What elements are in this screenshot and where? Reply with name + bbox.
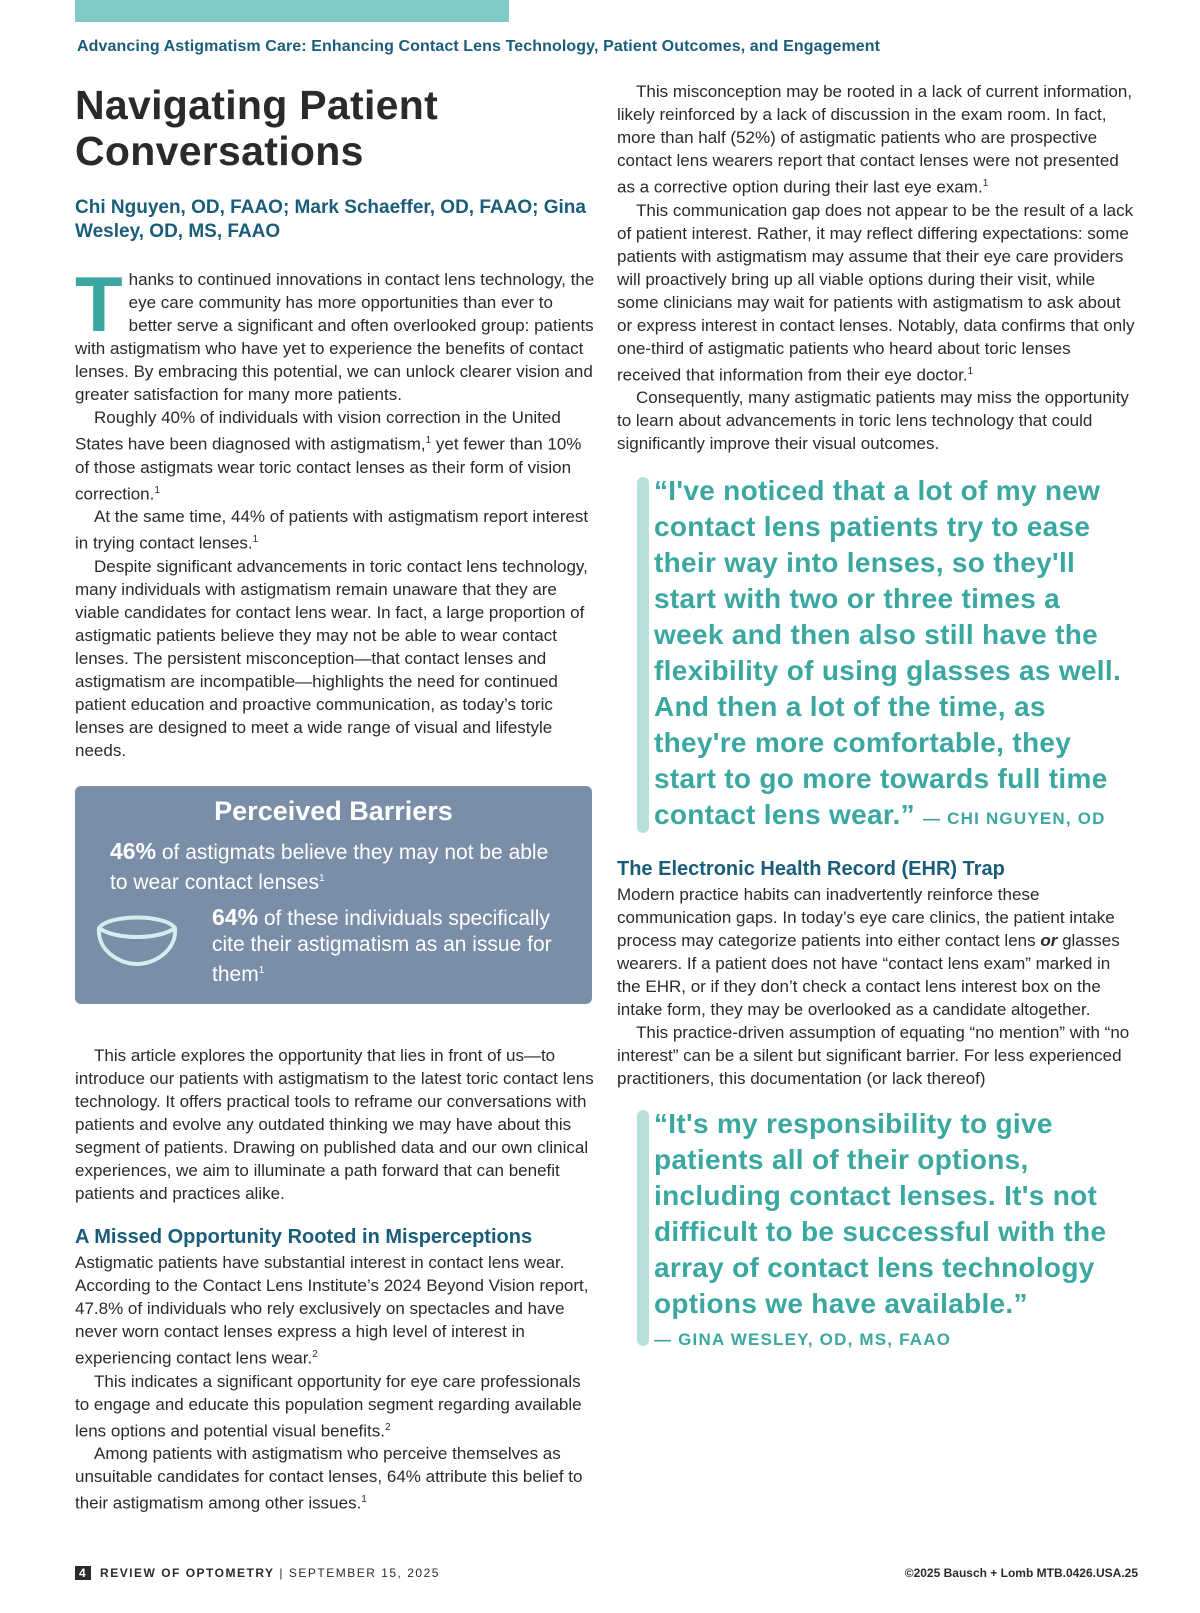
article-authors: Chi Nguyen, OD, FAAO; Mark Schaeffer, OD, FAAO; Gina Wesley, OD, MS, FAAO bbox=[75, 197, 586, 242]
paragraph: This practice-driven assumption of equating “no mention” with “no interest” can be a silent but significant barrier. For less experienced practitioners, this documentation (or lack thereof) bbox=[617, 1023, 1130, 1089]
drop-cap: T bbox=[75, 260, 123, 348]
barrier-stat-46: 46% of astigmats believe they may not be able to wear contact lenses$^1$ bbox=[110, 837, 549, 894]
supertitle: Advancing Astigmatism Care: Enhancing Contact Lens Technology, Patient Outcomes, and Engagement bbox=[77, 38, 881, 55]
intro-paragraph: Thanks to continued innovations in contact lens technology, the eye care community has more opportunities than ever to better serve a significant and often overlooked group: patients with astigmatism who have yet to experience the benefits of contact lenses. By embracing this potential, we can unlock clearer vision and greater satisfaction for many more patients. bbox=[75, 260, 595, 404]
section-missed-opportunity bbox=[75, 1251, 595, 1515]
contact-lens-icon bbox=[95, 910, 179, 968]
paragraph: Modern practice habits can inadvertently reinforce these communication gaps. In today’s eye care clinics, the patient intake process may categorize patients into either contact lens or glasses wearers. If a patient does not have “contact lens exam” marked in the EHR, or if they don’t check a contact lens interest box on the intake form, they may be overlooked as a candidate altogether. bbox=[617, 885, 1120, 1020]
section-ehr-trap bbox=[617, 883, 1137, 1090]
paragraph: Among patients with astigmatism who perceive themselves as unsuitable candidates for contact lenses, 64% attribute this belief to their astigmatism among other issues.$^1$ bbox=[75, 1444, 583, 1513]
paragraph: This communication gap does not appear to be the result of a lack of patient interest. Rather, it may reflect differing expectations: some patients with astigmatism may assume that their eye care providers will proactively bring up all viable options during their visit, while some clinicians may wait for patients with astigmatism to ask about or express interest in contact lenses. Notably, data confirms that only one-third of astigmatic patients who heard about toric lenses received that information from their eye doctor.$^1$ bbox=[617, 200, 1135, 385]
quote-bar bbox=[637, 477, 649, 833]
publication-name: REVIEW OF OPTOMETRY bbox=[100, 1566, 275, 1580]
barrier-stat-64: 64% of these individuals specifically cite their astigmatism as an issue for them$^1$ bbox=[212, 903, 552, 986]
paragraph: This indicates a significant opportunity for eye care professionals to engage and educate this population segment regarding available lens options and potential visual benefits.$^2$ bbox=[75, 1371, 582, 1441]
quote-bar bbox=[637, 1110, 649, 1346]
footer-separator: | bbox=[279, 1566, 285, 1580]
quote-text: “I've noticed that a lot of my new contact lens patients try to ease their way into lenses, so they'll start with two or three times a week and then also still have the flexibility of using glasses as well. And then a lot of the time, as they're more comfortable, they start to go more towards full time contact lens wear.” — CHI NGUYEN, OD bbox=[654, 475, 1122, 831]
quote-attribution: — CHI NGUYEN, OD bbox=[923, 809, 1106, 829]
quote-text: “It's my responsibility to give patients all of their options, including contact lenses. It's not difficult to be successful with the array of contact lens technology options we have available.” bbox=[654, 1108, 1107, 1320]
paragraph: Roughly 40% of individuals with vision correction in the United States have been diagnosed with astigmatism,$^1$ yet fewer than 10% of those astigmats wear toric contact lenses as their form of vision correction.$^1$ bbox=[75, 408, 582, 504]
paragraph: This misconception may be rooted in a lack of current information, likely reinforced by a lack of discussion in the exam room. In fact, more than half (52%) of astigmatic patients who are prospective contact lens wearers report that contact lenses were not presented as a corrective option during their last eye exam.$^1$ bbox=[617, 82, 1133, 197]
paragraph: This article explores the opportunity that lies in front of us—to introduce our patients with astigmatism to the latest toric contact lens technology. It offers practical tools to reframe our conversations with patients and evolve any outdated thinking we may have about this segment of patients. Drawing on published data and our own clinical experiences, we aim to illuminate a path forward that can benefit patients and practices alike. bbox=[75, 1045, 594, 1203]
page-number: 4 bbox=[75, 1566, 91, 1580]
barriers-title: Perceived Barriers bbox=[214, 795, 453, 826]
article-overview bbox=[75, 1044, 595, 1205]
footer-copyright: ©2025 Bausch + Lomb MTB.0426.USA.25 bbox=[904, 1566, 1138, 1580]
paragraph: At the same time, 44% of patients with astigmatism report interest in trying contact lenses.$^1$ bbox=[75, 507, 589, 553]
footer-publication bbox=[75, 1566, 440, 1580]
pull-quote-wesley bbox=[617, 1106, 1137, 1350]
misconception-text bbox=[617, 80, 1137, 455]
intro-text bbox=[75, 260, 595, 762]
section-heading-ehr-trap: The Electronic Health Record (EHR) Trap bbox=[617, 858, 1005, 881]
left-column bbox=[75, 82, 595, 1515]
paragraph: Consequently, many astigmatic patients may miss the opportunity to learn about advancements in toric lens technology that could significantly improve their visual outcomes. bbox=[617, 388, 1129, 454]
quote-attribution: — GINA WESLEY, OD, MS, FAAO bbox=[654, 1330, 952, 1350]
right-column bbox=[617, 80, 1137, 1350]
section-heading-missed-opportunity: A Missed Opportunity Rooted in Misperceptions bbox=[75, 1225, 533, 1248]
article-title: Navigating Patient Conversations bbox=[75, 82, 439, 174]
paragraph: Astigmatic patients have substantial interest in contact lens wear. According to the Contact Lens Institute’s 2024 Beyond Vision report, 47.8% of individuals who rely exclusively on spectacles and have never worn contact lenses express a high level of interest in experiencing contact lens wear.$^2$ bbox=[75, 1252, 589, 1368]
publication-date: SEPTEMBER 15, 2025 bbox=[288, 1566, 440, 1580]
pull-quote-nguyen bbox=[617, 473, 1137, 837]
perceived-barriers-box bbox=[75, 786, 592, 1004]
paragraph: Despite significant advancements in toric contact lens technology, many individuals with astigmatism remain unaware that they are viable candidates for contact lens wear. In fact, a large proportion of astigmatic patients believe they may not be able to wear contact lenses. The persistent misconception—that contact lenses and astigmatism are incompatible—highlights the need for continued patient education and proactive communication, as today’s toric lenses are designed to meet a wide range of visual and lifestyle needs. bbox=[75, 556, 588, 760]
header-accent-bar bbox=[75, 0, 509, 22]
